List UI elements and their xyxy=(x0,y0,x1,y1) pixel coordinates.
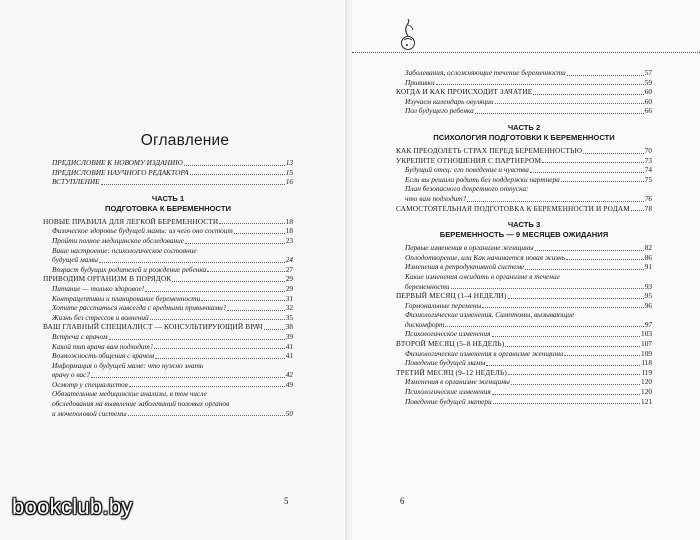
dot-leader xyxy=(234,231,285,234)
toc-page-number: 35 xyxy=(285,312,293,322)
toc-subsection-entry xyxy=(43,380,293,390)
toc-page-number: 16 xyxy=(285,177,293,187)
toc-subsection-entry xyxy=(396,78,652,88)
toc-entry-title: Психологическое изменения xyxy=(405,329,491,339)
toc-subsection-entry xyxy=(43,255,293,265)
part1-entries xyxy=(43,217,293,418)
toc-subsection-entry xyxy=(43,236,293,246)
toc-page-number: 82 xyxy=(644,243,652,253)
right-block2 xyxy=(396,146,652,213)
toc-page-number: 29 xyxy=(285,283,293,293)
dot-leader xyxy=(561,179,644,182)
dot-leader xyxy=(533,92,643,95)
toc-page-number: 93 xyxy=(644,281,652,291)
dot-leader xyxy=(101,182,285,185)
toc-entry-title: и мочеполовой системы xyxy=(52,408,127,418)
toc-section-entry xyxy=(396,156,652,166)
toc-subsection-entry xyxy=(43,168,293,178)
toc-entry-title: САМОСТОЯТЕЛЬНАЯ ПОДГОТОВКА К БЕРЕМЕННОСТИ И РОДАМ xyxy=(396,203,630,213)
toc-subsection-entry xyxy=(396,377,652,387)
toc-page-number: 39 xyxy=(285,331,293,341)
toc-entry-title: Информация о будущей маме: что нужно знать xyxy=(52,360,204,370)
toc-entry-title: ВТОРОЙ МЕСЯЦ (5–8 НЕДЕЛЬ) xyxy=(396,339,505,349)
stork-bundle-icon xyxy=(398,18,418,52)
toc-section-entry xyxy=(396,368,652,378)
toc-entry-title: Хотите расстаться навсегда с вредными привычками? xyxy=(52,303,227,313)
dot-leader xyxy=(583,151,644,154)
dot-leader xyxy=(505,344,640,347)
dot-leader xyxy=(129,384,285,387)
toc-page-number: 27 xyxy=(285,264,293,274)
toc-entry-title: Изменения в организме женщины xyxy=(405,377,510,387)
toc-entry-title: врачу о вас? xyxy=(52,370,91,380)
toc-section-entry xyxy=(396,87,652,97)
toc-page-number: 120 xyxy=(641,377,652,387)
toc-subsection-entry xyxy=(43,370,293,380)
toc-subsection-entry xyxy=(43,303,293,313)
toc-entry-title: дискомфорт xyxy=(405,319,445,329)
page-number-right: 6 xyxy=(400,496,405,506)
toc-entry-title: План безопасного декретного отпуска: xyxy=(405,184,529,194)
toc-entry-title: Ваше настроение: психологическое состояние xyxy=(52,245,197,255)
dot-leader xyxy=(535,248,644,251)
toc-page-number: 70 xyxy=(644,145,652,155)
right-block1 xyxy=(396,68,652,116)
toc-entry-title: ТРЕТИЙ МЕСЯЦ (9–12 НЕДЕЛЬ) xyxy=(396,367,507,377)
toc-subsection-entry xyxy=(396,175,652,185)
part2-title: ПСИХОЛОГИЯ ПОДГОТОВКИ К БЕРЕМЕННОСТИ xyxy=(433,132,615,142)
toc-entry-title: Осмотр у специалистов xyxy=(52,379,128,389)
toc-page-number: 49 xyxy=(285,379,293,389)
toc-entry-title: Возраст будущих родителей и рождение ребенка xyxy=(52,264,207,274)
toc-entry-title: Контрацептивы и планирование беременности xyxy=(52,293,201,303)
dot-leader xyxy=(219,221,284,224)
toc-page-number: 41 xyxy=(285,351,293,361)
toc-entry-title: Психологические изменения xyxy=(405,387,491,397)
toc-entry-title: ПРЕДИСЛОВИЕ К НОВОМУ ИЗДАНИЮ xyxy=(52,158,183,167)
toc-subsection-entry xyxy=(43,409,293,419)
toc-page-number: 97 xyxy=(644,319,652,329)
toc-subsection-entry xyxy=(43,332,293,342)
toc-entry-title: ПРЕДИСЛОВИЕ НАУЧНОГО РЕДАКТОРА xyxy=(52,167,189,177)
toc-subsection-entry xyxy=(396,262,652,272)
toc-subsection-entry xyxy=(43,226,293,236)
toc-page-number: 103 xyxy=(641,329,652,339)
toc-entry-title: Изучаем календарь овуляции xyxy=(405,96,494,106)
toc-page-number: 107 xyxy=(641,339,652,349)
toc-entry-title: будущей мамы xyxy=(52,255,98,265)
toc-entry-title: Пройти полное медицинское обследование xyxy=(52,235,185,245)
dot-leader xyxy=(109,337,285,340)
toc-subsection-entry xyxy=(43,399,293,409)
dot-leader xyxy=(530,170,644,173)
page-number-left: 5 xyxy=(284,496,289,506)
toc-page-number: 76 xyxy=(644,193,652,203)
toc-subsection-entry xyxy=(43,361,293,371)
dot-leader xyxy=(486,363,640,366)
toc-subsection-entry xyxy=(43,294,293,304)
toc-entry-title: КОГДА И КАК ПРОИСХОДИТ ЗАЧАТИЕ xyxy=(396,87,533,97)
dot-leader xyxy=(207,269,285,272)
toc-subsection-entry xyxy=(43,246,293,256)
part3-label: ЧАСТЬ 3 xyxy=(507,220,541,230)
toc-entry-title: НОВЫЕ ПРАВИЛА ДЛЯ ЛЕГКОЙ БЕРЕМЕННОСТИ xyxy=(43,216,219,226)
dot-leader xyxy=(467,199,643,202)
right-block3 xyxy=(396,243,652,406)
toc-section-entry xyxy=(43,322,293,332)
site-watermark: bookclub.by xyxy=(12,494,133,519)
toc-entry-title: Оплодотворение, или Как начинается новая жизнь xyxy=(405,252,566,262)
toc-entry-title: Жизнь без стрессов и волнений xyxy=(52,312,149,322)
dot-leader xyxy=(492,392,640,395)
toc-subsection-entry xyxy=(396,282,652,292)
right-toc-entries xyxy=(396,68,652,406)
toc-subsection-entry xyxy=(396,272,652,282)
dot-leader xyxy=(128,413,285,416)
dot-leader xyxy=(566,257,644,260)
toc-entry-title: Пол будущего ребенка xyxy=(405,106,474,116)
toc-page-number: 32 xyxy=(285,303,293,313)
toc-page-number: 29 xyxy=(285,274,293,284)
toc-subsection-entry xyxy=(396,349,652,359)
dot-leader xyxy=(150,317,285,320)
toc-section-entry xyxy=(396,204,652,214)
toc-entry-title: Какой тип врача вам подходит? xyxy=(52,341,154,351)
toc-subsection-entry xyxy=(396,106,652,116)
toc-section-entry xyxy=(396,339,652,349)
toc-page-number: 59 xyxy=(644,77,652,87)
dot-leader xyxy=(564,353,640,356)
dot-leader xyxy=(264,327,285,330)
toc-subsection-entry xyxy=(396,358,652,368)
dot-leader xyxy=(475,111,644,114)
toc-entry-title: Заболевания, осложняющие течение беременности xyxy=(405,68,566,77)
toc-page-number: 66 xyxy=(644,106,652,116)
toc-entry-title: беременности xyxy=(405,281,450,291)
toc-page-number: 109 xyxy=(641,348,652,358)
toc-page-number: 41 xyxy=(285,341,293,351)
toc-page-number: 78 xyxy=(644,203,652,213)
toc-subsection-entry xyxy=(396,194,652,204)
toc-page-number: 91 xyxy=(644,262,652,272)
dot-leader xyxy=(184,163,285,166)
toc-page-number: 121 xyxy=(641,396,652,406)
toc-subsection-entry xyxy=(396,310,652,320)
toc-subsection-entry xyxy=(396,387,652,397)
toc-subsection-entry xyxy=(396,320,652,330)
toc-subsection-entry xyxy=(396,165,652,175)
toc-subsection-entry xyxy=(43,177,293,187)
dot-leader xyxy=(631,208,644,211)
right-page xyxy=(352,0,700,540)
toc-entry-title: Поведение будущей мамы xyxy=(405,358,486,368)
toc-entry-title: ПЕРВЫЙ МЕСЯЦ (1–4 НЕДЕЛИ) xyxy=(396,291,507,301)
toc-subsection-entry xyxy=(396,329,652,339)
toc-page-number: 60 xyxy=(644,96,652,106)
dot-leader xyxy=(525,267,643,270)
toc-entry-title: Возможность общения с врачом xyxy=(52,351,155,361)
header-dotted-rule xyxy=(352,52,700,53)
toc-page-number: 15 xyxy=(285,167,293,177)
toc-entry-title: Физиологические изменения. Симптомы, вызывающие xyxy=(405,310,575,320)
toc-entry-title: что вам подходит? xyxy=(405,193,467,203)
toc-page-number: 50 xyxy=(285,408,293,418)
left-page xyxy=(0,0,348,540)
toc-subsection-entry xyxy=(396,68,652,78)
toc-entry-title: Питание — только здоровое! xyxy=(52,283,145,293)
toc-page-number: 57 xyxy=(644,68,652,77)
toc-page-number: 75 xyxy=(644,174,652,184)
toc-subsection-entry xyxy=(43,158,293,168)
dot-leader xyxy=(445,324,643,327)
toc-section-entry xyxy=(396,291,652,301)
toc-subsection-entry xyxy=(396,301,652,311)
toc-subsection-entry xyxy=(43,351,293,361)
toc-entry-title: Физическое здоровье будущей мамы: из чего оно состоит xyxy=(52,226,233,236)
toc-entry-title: Если вы решили родить без поддержки партнера xyxy=(405,174,560,184)
toc-entry-title: Какие изменения ожидать в организме в течение xyxy=(405,271,560,281)
dot-leader xyxy=(155,356,285,359)
toc-entry-title: УКРЕПИТЕ ОТНОШЕНИЯ С ПАРТНЕРОМ xyxy=(396,155,542,165)
part1-title: ПОДГОТОВКА К БЕРЕМЕННОСТИ xyxy=(105,203,231,213)
toc-subsection-entry xyxy=(43,313,293,323)
dot-leader xyxy=(493,401,640,404)
dot-leader xyxy=(99,260,285,263)
dot-leader xyxy=(190,172,285,175)
toc-entry-title: Первые изменения в организме женщины xyxy=(405,243,534,253)
left-toc-entries xyxy=(43,158,293,418)
toc-section-entry xyxy=(396,146,652,156)
toc-subsection-entry xyxy=(43,342,293,352)
toc-entry-title: КАК ПРЕОДОЛЕТЬ СТРАХ ПЕРЕД БЕРЕМЕННОСТЬЮ xyxy=(396,145,583,155)
toc-entry-title: Встреча с врачом xyxy=(52,331,108,341)
toc-entry-title: ВАШ ГЛАВНЫЙ СПЕЦИАЛИСТ — КОНСУЛЬТИРУЮЩИЙ ВРАЧ xyxy=(43,322,263,332)
toc-page-number: 60 xyxy=(644,87,652,97)
toc-entry-title: Физиологические изменения в организме женщины xyxy=(405,348,564,358)
toc-page-number: 24 xyxy=(285,255,293,265)
toc-entry-title: ВСТУПЛЕНИЕ xyxy=(52,177,100,187)
toc-subsection-entry xyxy=(396,184,652,194)
toc-entry-title: обследования на выявление заболеваний половых органов xyxy=(52,399,230,409)
dot-leader xyxy=(91,375,285,378)
dot-leader xyxy=(172,279,284,282)
toc-entry-title: Прививки xyxy=(405,77,435,87)
dot-leader xyxy=(451,286,644,289)
part1-label: ЧАСТЬ 1 xyxy=(151,193,185,203)
toc-page-number: 119 xyxy=(641,367,652,377)
toc-page-number: 96 xyxy=(644,300,652,310)
toc-subsection-entry xyxy=(396,397,652,407)
toc-entry-title: Обязательные медицинские анализы, в том числе xyxy=(52,389,207,399)
dot-leader xyxy=(185,241,285,244)
dot-leader xyxy=(508,296,644,299)
toc-page-number: 74 xyxy=(644,165,652,175)
toc-page-number: 86 xyxy=(644,252,652,262)
toc-entry-title: Поведение будущей матери xyxy=(405,396,492,406)
dot-leader xyxy=(436,82,644,85)
toc-entry-title: Гормональные перемены xyxy=(405,300,482,310)
toc-subsection-entry xyxy=(396,97,652,107)
toc-subsection-entry xyxy=(43,389,293,399)
dot-leader xyxy=(567,73,644,76)
toc-page-number: 118 xyxy=(641,358,652,368)
dot-leader xyxy=(495,101,644,104)
toc-page-number: 23 xyxy=(285,235,293,245)
part3-title: БЕРЕМЕННОСТЬ — 9 МЕСЯЦЕВ ОЖИДАНИЯ xyxy=(439,230,609,240)
dot-leader xyxy=(154,346,284,349)
toc-subsection-entry xyxy=(43,265,293,275)
dot-leader xyxy=(201,298,284,301)
dot-leader xyxy=(145,289,285,292)
dot-leader xyxy=(508,372,640,375)
toc-entry-title: ПРИВОДИМ ОРГАНИЗМ В ПОРЯДОК xyxy=(43,274,172,284)
dot-leader xyxy=(542,160,644,163)
toc-entry-title: Изменения в репродуктивной системе xyxy=(405,262,525,272)
toc-section-entry xyxy=(43,217,293,227)
toc-subsection-entry xyxy=(396,243,652,253)
toc-entry-title: Будущий отец: его поведение и чувства xyxy=(405,165,529,175)
toc-page-number: 42 xyxy=(285,370,293,380)
dot-leader xyxy=(482,305,643,308)
toc-page-number: 73 xyxy=(644,155,652,165)
toc-subsection-entry xyxy=(43,284,293,294)
toc-page-number: 31 xyxy=(285,293,293,303)
toc-title: Оглавление xyxy=(140,132,230,149)
toc-page-number: 13 xyxy=(285,158,293,167)
dot-leader xyxy=(511,382,640,385)
toc-page-number: 18 xyxy=(285,226,293,236)
part2-label: ЧАСТЬ 2 xyxy=(507,122,541,132)
toc-subsection-entry xyxy=(396,253,652,263)
toc-page-number: 38 xyxy=(285,322,293,332)
intro-entries xyxy=(43,158,293,187)
dot-leader xyxy=(492,334,641,337)
dot-leader xyxy=(227,308,284,311)
toc-page-number: 120 xyxy=(641,387,652,397)
toc-page-number: 95 xyxy=(644,291,652,301)
toc-section-entry xyxy=(43,274,293,284)
toc-page-number: 18 xyxy=(285,216,293,226)
